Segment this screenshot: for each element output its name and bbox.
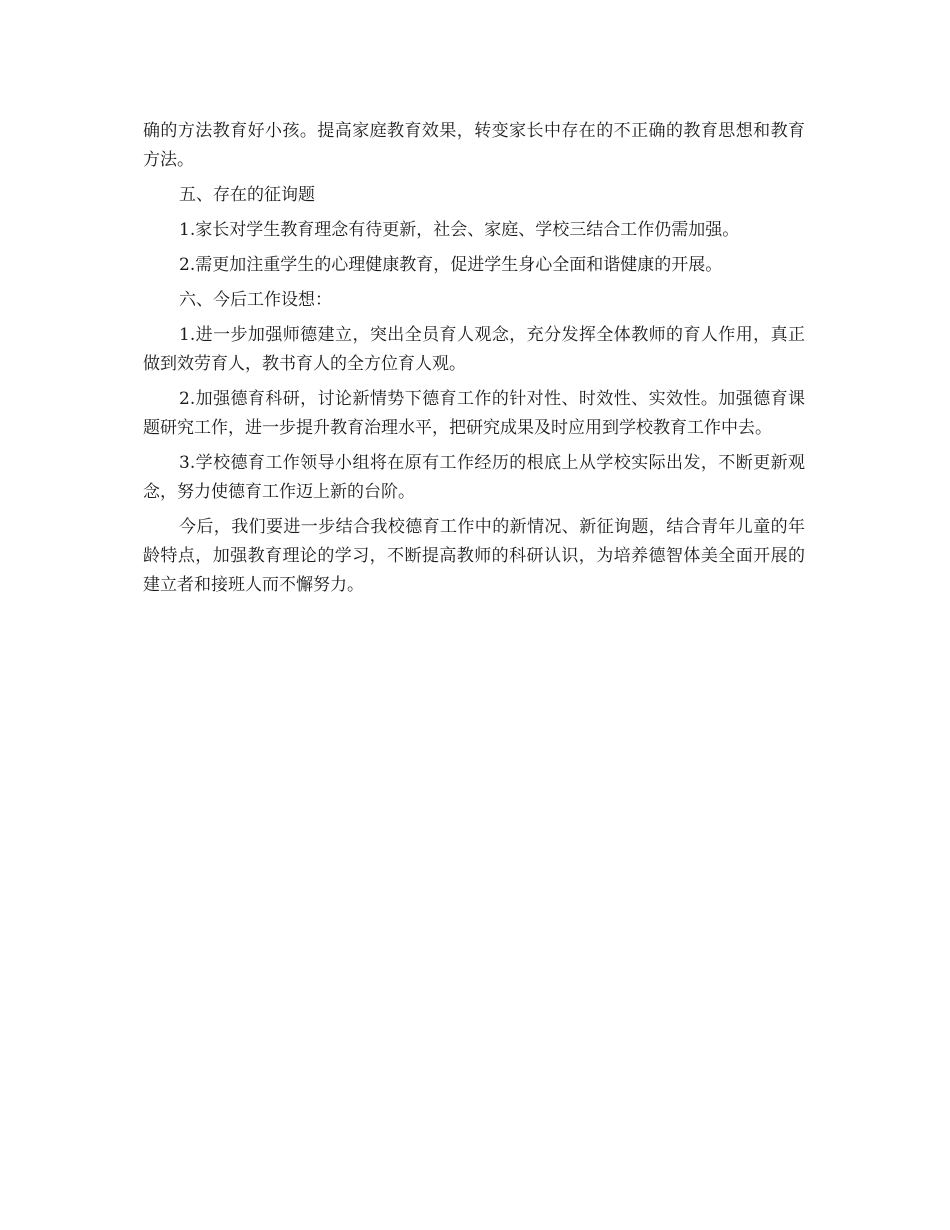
- list-item-issue-2: 2.需更加注重学生的心理健康教育，促进学生身心全面和谐健康的开展。: [179, 255, 723, 275]
- document-body: [143, 117, 805, 606]
- list-item-plan-1: 1.进一步加强师德建立，突出全员育人观念，充分发挥全体教师的育人作用，真正做到效劳育人，教书育人的全方位育人观。: [143, 325, 805, 374]
- list-item-plan-3: 3.学校德育工作领导小组将在原有工作经历的根底上从学校实际出发，不断更新观念，努力使德育工作迈上新的台阶。: [143, 453, 805, 502]
- paragraph-continued: 确的方法教育好小孩。提高家庭教育效果，转变家长中存在的不正确的教育思想和教育方法。: [143, 121, 805, 170]
- list-item-plan-2: 2.加强德育科研，讨论新情势下德育工作的针对性、时效性、实效性。加强德育课题研究工作，进一步提升教育治理水平，把研究成果及时应用到学校教育工作中去。: [143, 389, 805, 438]
- closing-paragraph: 今后，我们要进一步结合我校德育工作中的新情况、新征询题，结合青年儿童的年龄特点，加强教育理论的学习，不断提高教师的科研认识，为培养德智体美全面开展的建立者和接班人而不懈努力。: [143, 517, 805, 595]
- section-heading-5: 五、存在的征询题: [179, 185, 315, 205]
- list-item-issue-1: 1.家长对学生教育理念有待更新，社会、家庭、学校三结合工作仍需加强。: [179, 220, 740, 240]
- section-heading-6: 六、今后工作设想：: [179, 290, 332, 310]
